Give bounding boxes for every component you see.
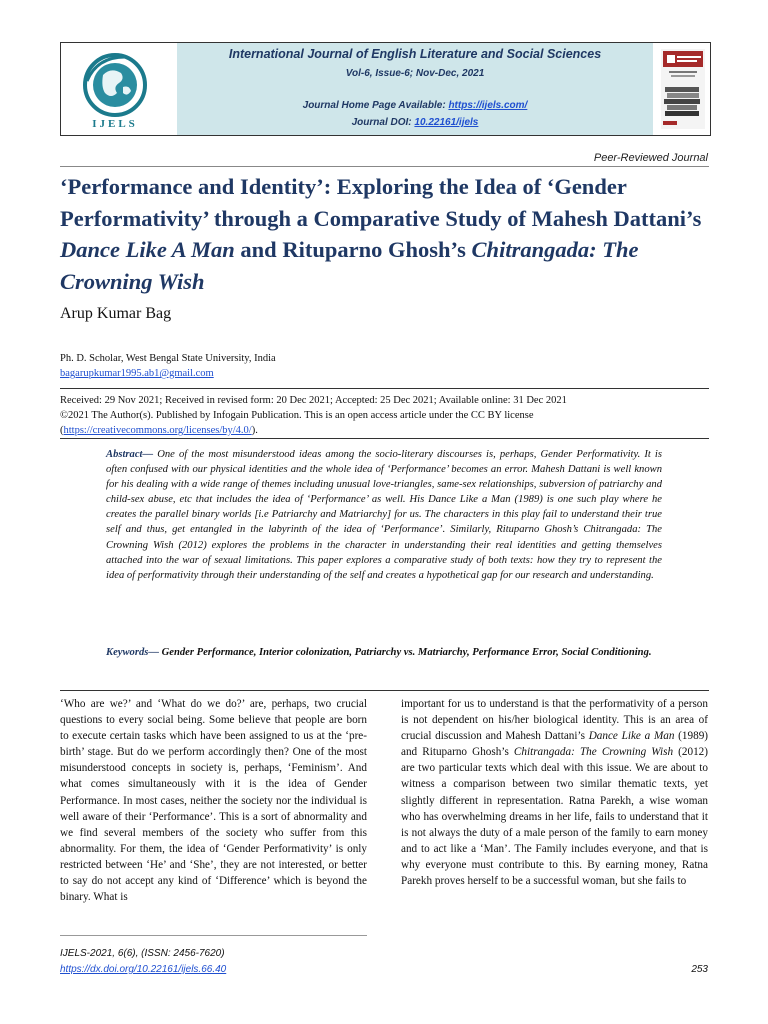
body-text: (1989) and Rituparno Ghosh’s	[401, 730, 709, 759]
body-italic-film: Chitrangada: The Crowning Wish	[513, 746, 674, 759]
peer-reviewed-label: Peer-Reviewed Journal	[593, 152, 708, 164]
author-email-link[interactable]: bagarupkumar1995.ab1@gmail.com	[60, 368, 214, 379]
abstract-label: Abstract—	[106, 449, 154, 460]
divider	[60, 438, 709, 439]
divider	[60, 690, 709, 691]
journal-issue: Vol-6, Issue-6; Nov-Dec, 2021	[345, 68, 485, 79]
abstract-text: One of the most misunderstood ideas among the socio-literary discourses is, perhaps, Gender Performativity. It is often confused with our physical identities and the whole idea of ‘Performance’ becomes an error. Mahesh Dattani is well known for his dealing with a wide range of themes including unusual love-triangles, same-sex relationships, subversion of patriarchy and child-sex abuse, etc that includes the idea of ‘Performance’ as well. His Dance Like a Man (1989) is one such play where he creates the parallel binary worlds [i.e Patriarchy and Matriarchy] for us. The characters in this play fail to understand their true self and thus, get entangled in the labyrinth of the idea of ‘Performance’. Similarly, Rituparno Ghosh’s Chitrangada: The Crowning Wish (2012) explores the problems in the character in understanding their real identities and getting themselves attached into the war of sexual limitations. This paper explores a comparative study of both texts: how they try to represent the idea of performativity through their understanding of the self and creates a hypothetical gap for our research and understanding.	[106, 449, 662, 581]
author-affiliation	[60, 351, 276, 381]
title-italic-play: Dance Like A Man	[60, 237, 235, 262]
dates-text: Received: 29 Nov 2021; Received in revised form: 20 Dec 2021; Accepted: 25 Dec 2021; Available online: 31 Dec 2021	[60, 395, 567, 406]
divider	[60, 388, 709, 389]
keywords-text: Gender Performance, Interior colonization, Patriarchy vs. Matriarchy, Performance Error, Social Conditioning.	[158, 647, 652, 658]
license-link[interactable]: https://creativecommons.org/licenses/by/4.0/	[63, 425, 252, 436]
article-history	[60, 393, 709, 438]
keywords	[106, 645, 662, 660]
footer-citation: IJELS-2021, 6(6), (ISSN: 2456-7620)	[60, 948, 225, 959]
title-text: ‘Performance and Identity’: Exploring the Idea of ‘Gender Performativity’ through a Comparative Study of Mahesh Dattani’s	[60, 174, 702, 231]
license-line: (https://creativecommons.org/licenses/by/4.0/).	[60, 425, 258, 436]
author-name: Arup Kumar Bag	[60, 305, 172, 322]
page-number: 253	[691, 964, 708, 975]
journal-name: International Journal of English Literature and Social Sciences	[228, 47, 602, 61]
body-column-left: ‘Who are we?’ and ‘What do we do?’ are, perhaps, two crucial questions to every social being. Some believe that people are born to execute certain tasks which have been assigned to us at the ‘pre-birth’ stage. But do we perform accordingly then? One of the most misunderstood concepts in society is, perhaps, ‘Feminism’. And what comes simultaneously with it is the idea of Gender Performance. In most cases, neither the society nor the individual is well aware of their ‘Performance’. This is a sort of abnormality and we find several members of the society who suffer from this abnormality. For them, the idea of ‘Gender Performativity’ is only restricted between ‘He’ and ‘She’, they are not interested, or better to say do not accept any kind of ‘Difference’ which is beyond the binary. What is	[60, 698, 367, 904]
homepage-link[interactable]: https://ijels.com/	[448, 100, 528, 111]
body-italic-play: Dance Like a Man	[588, 730, 675, 743]
journal-cover-thumbnail	[661, 49, 705, 129]
license-text: ©2021 The Author(s). Published by Infogain Publication. This is an open access article under the CC BY license	[60, 410, 534, 421]
title-text: and Rituparno Ghosh’s	[234, 237, 472, 262]
divider	[60, 166, 709, 167]
title-italic-film: Chitrangada: The Crowning Wish	[60, 237, 639, 294]
ijels-logo	[67, 47, 171, 131]
abstract	[106, 447, 662, 583]
footer-doi-link[interactable]: https://dx.doi.org/10.22161/ijels.66.40	[60, 964, 227, 975]
body-text: important for us to understand is that the performativity of a person is not dependent on his/her biological identity. This is an area of crucial discussion and Mahesh Dattani’s	[401, 698, 708, 743]
footer-divider	[60, 935, 367, 936]
keywords-label: Keywords—	[106, 647, 159, 658]
logo-text: IJELS	[92, 118, 138, 130]
homepage-label: Journal Home Page Available:	[302, 100, 449, 111]
body-column-right	[401, 696, 708, 889]
doi-label: Journal DOI:	[351, 117, 415, 128]
journal-doi	[177, 117, 653, 128]
affiliation-text: Ph. D. Scholar, West Bengal State University, India	[60, 353, 276, 364]
journal-homepage	[177, 100, 653, 111]
journal-header	[60, 42, 711, 136]
body-text: (2012) are two particular texts which deal with this issue. We are about to witness a comparison between two similar thematic texts, yet slightly different in representation. Ratna Parekh, a wise woman who has overwhelming dreams in her life, fails to understand that it is not always the duty of a male person of the family to earn money and to act like a ‘Man’. The Family includes everyone, and that is why everyone must contribute to this. By earning money, Ratna Parekh proves herself to be a successful woman, but she fails to	[401, 746, 709, 888]
doi-link[interactable]: 10.22161/ijels	[414, 117, 479, 128]
article-title	[60, 171, 720, 297]
